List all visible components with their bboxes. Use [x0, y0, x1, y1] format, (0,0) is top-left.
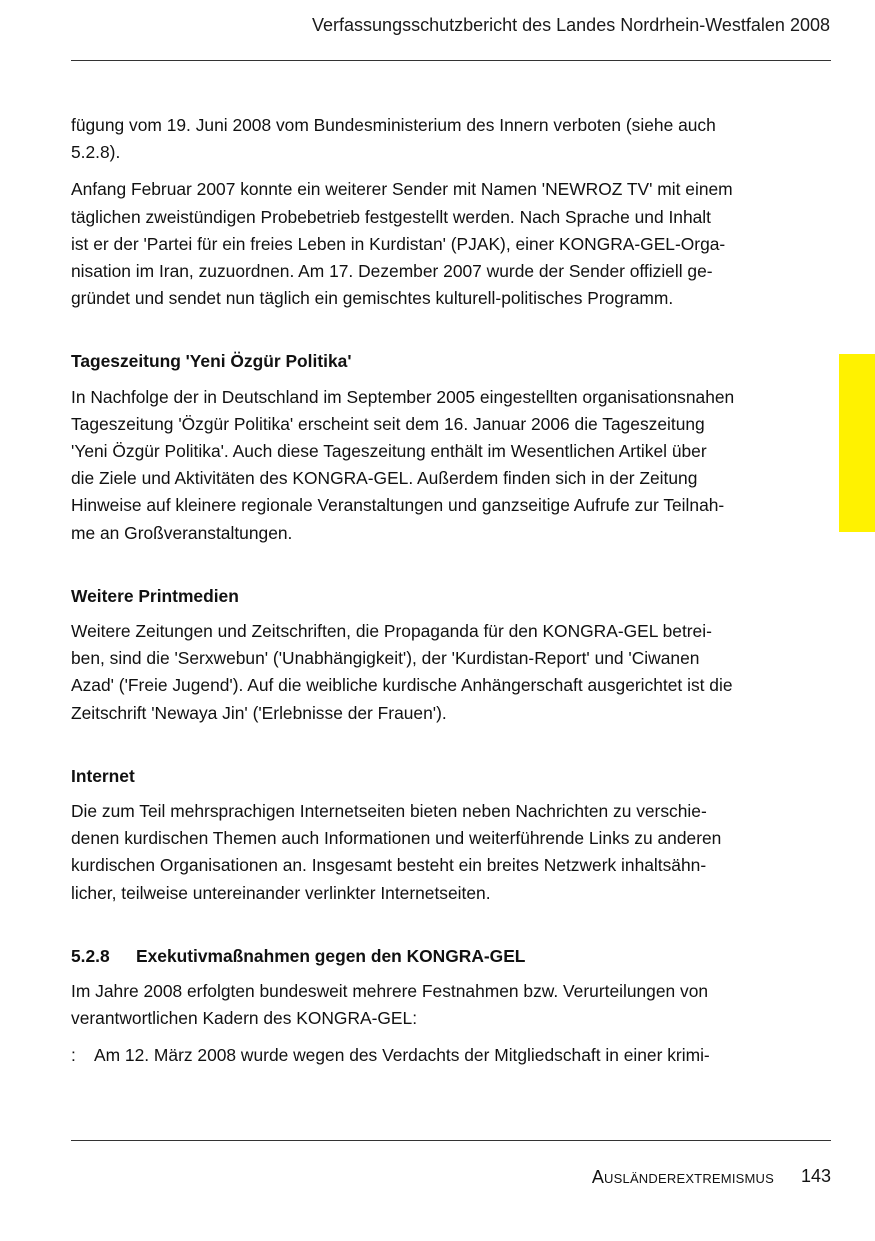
section-spacer — [71, 917, 791, 943]
bullet-marker: : — [71, 1045, 76, 1066]
list-item-text: Am 12. März 2008 wurde wegen des Verdachts der Mitgliedschaft in einer krimi- — [94, 1045, 710, 1066]
text-line: Im Jahre 2008 erfolgten bundesweit mehrere Festnahmen bzw. Verurteilungen von — [71, 981, 709, 1002]
text-line: Tageszeitung 'Özgür Politika' erscheint seit dem 16. Januar 2006 die Tageszeitung — [71, 413, 705, 434]
text-line: fügung vom 19. Juni 2008 vom Bundesministerium des Innern verboten (siehe auch — [71, 115, 716, 135]
text-line: me an Großveranstaltungen. — [71, 522, 293, 543]
numbered-section-heading — [71, 943, 791, 970]
text-line: licher, teilweise untereinander verlinkter Internetseiten. — [71, 882, 491, 903]
paragraph — [71, 176, 791, 312]
text-line: nisation im Iran, zuzuordnen. Am 17. Dezember 2007 wurde der Sender offiziell ge- — [71, 261, 713, 282]
text-line: Weitere Zeitungen und Zeitschriften, die Propaganda für den KONGRA-GEL betrei- — [71, 621, 712, 642]
text-line: die Ziele und Aktivitäten des KONGRA-GEL. Außerdem finden sich in der Zeitung — [71, 468, 698, 489]
section-spacer — [71, 737, 791, 763]
text-line: Zeitschrift 'Newaya Jin' ('Erlebnisse der Frauen'). — [71, 702, 447, 723]
text-line: verantwortlichen Kadern des KONGRA-GEL: — [71, 1008, 418, 1029]
text-line: 'Yeni Özgür Politika'. Auch diese Tageszeitung enthält im Wesentlichen Artikel über — [71, 441, 707, 462]
text-line: 5.2.8). — [71, 142, 121, 163]
paragraph — [71, 798, 791, 907]
header-rule — [71, 60, 831, 61]
page-number: 143 — [800, 1166, 831, 1186]
text-line: In Nachfolge der in Deutschland im September 2005 eingestellten organisationsnahen — [71, 386, 735, 407]
section-heading: Tageszeitung 'Yeni Özgür Politika' — [71, 351, 352, 372]
section-title: Exekutivmaßnahmen gegen den KONGRA-GEL — [136, 945, 526, 966]
text-line: gründet und sendet nun täglich ein gemischtes kulturell-politisches Programm. — [71, 288, 674, 309]
list-item — [71, 1042, 791, 1069]
text-line: kurdischen Organisationen an. Insgesamt besteht ein breites Netzwerk inhaltsähn- — [71, 855, 707, 876]
section-heading: Weitere Printmedien — [71, 585, 239, 606]
page-content — [71, 112, 791, 1070]
text-line: ist er der 'Partei für ein freies Leben in Kurdistan' (PJAK), einer KONGRA-GEL-Orga- — [71, 233, 726, 254]
paragraph — [71, 384, 791, 547]
section-spacer — [71, 322, 791, 348]
text-line: Hinweise auf kleinere regionale Veranstaltungen und ganzseitige Aufrufe zur Teilnah- — [71, 495, 725, 516]
section-heading: Internet — [71, 765, 135, 786]
text-line: Die zum Teil mehrsprachigen Internetseiten bieten neben Nachrichten zu verschie- — [71, 801, 707, 822]
text-line: denen kurdischen Themen auch Informationen und weiterführende Links zu anderen — [71, 828, 722, 849]
footer-section-name: Ausländerextremismus — [591, 1167, 774, 1187]
footer-rule — [71, 1140, 831, 1141]
text-line: Azad' ('Freie Jugend'). Auf die weibliche kurdische Anhängerschaft ausgerichtet ist die — [71, 675, 733, 696]
text-line: Anfang Februar 2007 konnte ein weiterer Sender mit Namen 'NEWROZ TV' mit einem — [71, 179, 733, 200]
section-spacer — [71, 557, 791, 583]
paragraph — [71, 978, 791, 1032]
section-number: 5.2.8 — [71, 945, 110, 966]
paragraph — [71, 618, 791, 727]
paragraph — [71, 112, 791, 166]
page-header-title: Verfassungsschutzbericht des Landes Nordrhein-Westfalen 2008 — [312, 15, 830, 35]
text-line: täglichen zweistündigen Probebetrieb festgestellt werden. Nach Sprache und Inhalt — [71, 206, 711, 227]
chapter-side-tab — [839, 354, 875, 532]
text-line: ben, sind die 'Serxwebun' ('Unabhängigkeit'), der 'Kurdistan-Report' und 'Ciwanen — [71, 648, 700, 669]
